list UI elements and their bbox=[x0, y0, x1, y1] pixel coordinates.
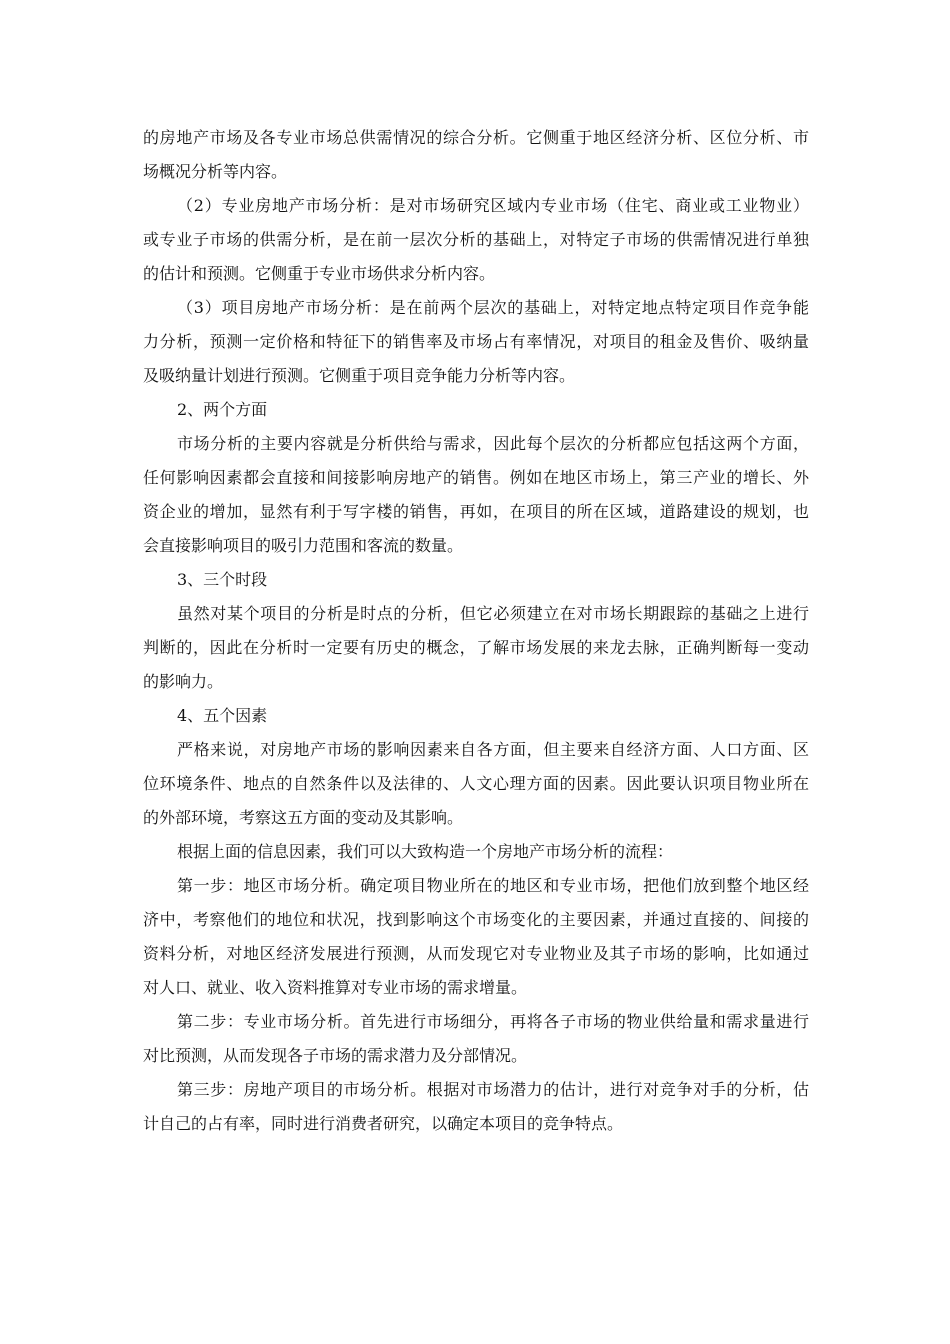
body-text-line: 会直接影响项目的吸引力范围和客流的数量。 bbox=[143, 536, 464, 555]
body-text-line: 力分析，预测一定价格和特征下的销售率及市场占有率情况，对项目的租金及售价、吸纳量 bbox=[143, 332, 809, 351]
body-text-line: 第三步：房地产项目的市场分析。根据对市场潜力的估计，进行对竞争对手的分析，估 bbox=[177, 1080, 809, 1099]
body-text-line: 对比预测，从而发现各子市场的需求潜力及分部情况。 bbox=[143, 1046, 528, 1065]
body-text-line: （3）项目房地产市场分析：是在前两个层次的基础上，对特定地点特定项目作竞争能 bbox=[177, 298, 809, 317]
body-text-line: 资料分析，对地区经济发展进行预测，从而发现它对专业物业及其子市场的影响，比如通过 bbox=[143, 944, 809, 963]
body-text-line: 的外部环境，考察这五方面的变动及其影响。 bbox=[143, 808, 464, 827]
body-text-line: 及吸纳量计划进行预测。它侧重于项目竞争能力分析等内容。 bbox=[143, 366, 576, 385]
section-heading: 2、两个方面 bbox=[177, 400, 268, 419]
body-text-line: 虽然对某个项目的分析是时点的分析，但它必须建立在对市场长期跟踪的基础之上进行 bbox=[177, 604, 809, 623]
body-text-line: 资企业的增加，显然有利于写字楼的销售，再如，在项目的所在区域，道路建设的规划，也 bbox=[143, 502, 809, 521]
body-text-line: 根据上面的信息因素，我们可以大致构造一个房地产市场分析的流程： bbox=[177, 842, 674, 861]
body-text-line: 济中，考察他们的地位和状况，找到影响这个市场变化的主要因素，并通过直接的、间接的 bbox=[143, 910, 809, 929]
document-body bbox=[143, 121, 809, 1141]
section-heading: 4、五个因素 bbox=[177, 706, 268, 725]
body-text-line: 计自己的占有率，同时进行消费者研究，以确定本项目的竞争特点。 bbox=[143, 1114, 624, 1133]
body-text-line: 第二步：专业市场分析。首先进行市场细分，再将各子市场的物业供给量和需求量进行 bbox=[177, 1012, 809, 1031]
body-text-line: 市场分析的主要内容就是分析供给与需求，因此每个层次的分析都应包括这两个方面， bbox=[177, 434, 809, 453]
body-text-line: 判断的，因此在分析时一定要有历史的概念，了解市场发展的来龙去脉，正确判断每一变动 bbox=[143, 638, 809, 657]
body-text-line: 的估计和预测。它侧重于专业市场供求分析内容。 bbox=[143, 264, 496, 283]
body-text-line: 或专业子市场的供需分析，是在前一层次分析的基础上，对特定子市场的供需情况进行单独 bbox=[143, 230, 809, 249]
body-text-line: 第一步：地区市场分析。确定项目物业所在的地区和专业市场，把他们放到整个地区经 bbox=[177, 876, 809, 895]
body-text-line: 严格来说，对房地产市场的影响因素来自各方面，但主要来自经济方面、人口方面、区 bbox=[177, 740, 809, 759]
body-text-line: 的影响力。 bbox=[143, 672, 224, 691]
body-text-line: 场概况分析等内容。 bbox=[143, 162, 288, 181]
body-text-line: 对人口、就业、收入资料推算对专业市场的需求增量。 bbox=[143, 978, 528, 997]
section-heading: 3、三个时段 bbox=[177, 570, 268, 589]
body-text-line: （2）专业房地产市场分析：是对市场研究区域内专业市场（住宅、商业或工业物业） bbox=[177, 196, 809, 215]
body-text-line: 的房地产市场及各专业市场总供需情况的综合分析。它侧重于地区经济分析、区位分析、市 bbox=[143, 128, 809, 147]
body-text-line: 任何影响因素都会直接和间接影响房地产的销售。例如在地区市场上，第三产业的增长、外 bbox=[143, 468, 809, 487]
body-text-line: 位环境条件、地点的自然条件以及法律的、人文心理方面的因素。因此要认识项目物业所在 bbox=[143, 774, 809, 793]
